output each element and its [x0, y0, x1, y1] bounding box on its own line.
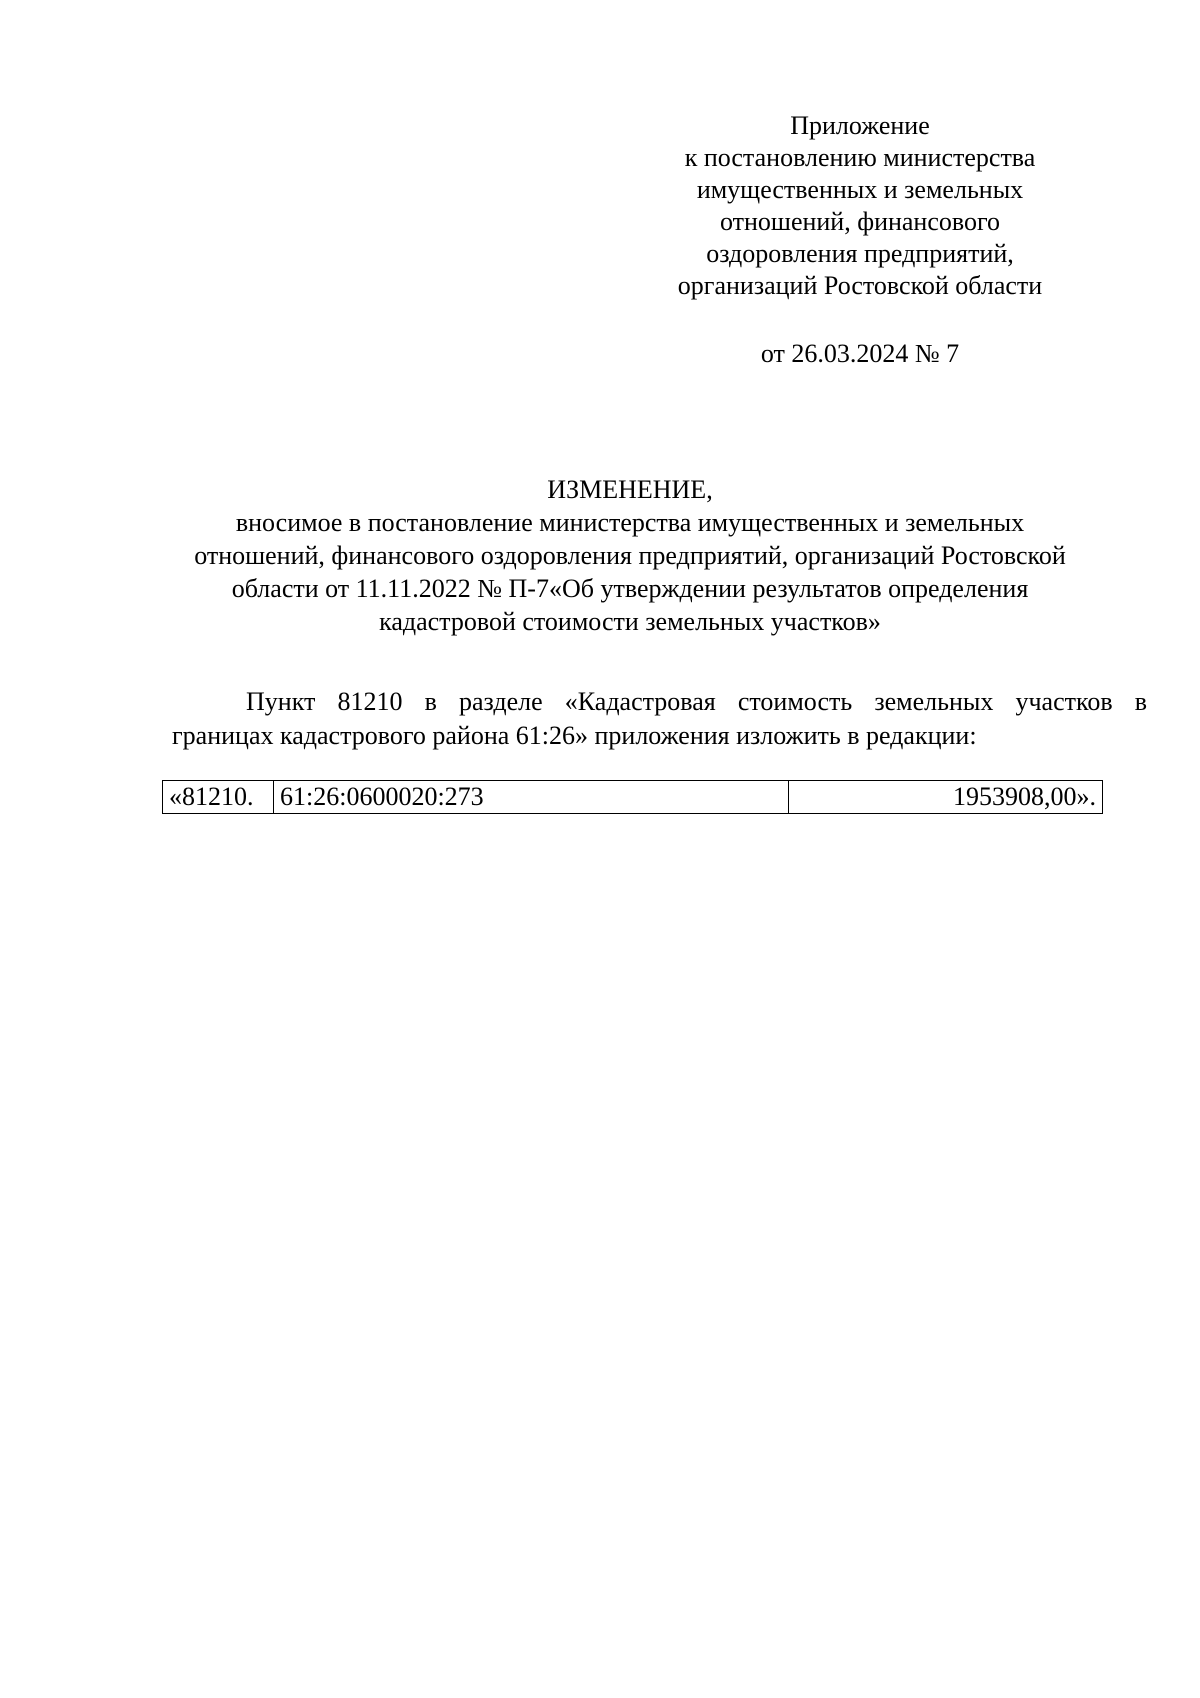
body-line: границах кадастрового района 61:26» приложения изложить в редакции:	[172, 721, 977, 750]
appendix-header	[640, 110, 1080, 302]
cadastral-value-cell: 1953908,00».	[789, 781, 1103, 814]
document-title	[150, 473, 1110, 638]
title-heading: ИЗМЕНЕНИЕ,	[547, 475, 713, 504]
entry-table	[162, 780, 1103, 814]
appendix-line: Приложение	[790, 111, 930, 140]
appendix-line: отношений, финансового	[719, 207, 1001, 236]
body-paragraph	[172, 685, 1147, 753]
title-line: вносимое в постановление министерства имущественных и земельных	[235, 508, 1025, 537]
title-line: кадастровой стоимости земельных участков»	[379, 607, 881, 636]
title-line: области от 11.11.2022 № П-7«Об утверждении результатов определения	[231, 574, 1029, 603]
appendix-line: к постановлению министерства	[684, 143, 1036, 172]
cadastral-number-cell: 61:26:0600020:273	[274, 781, 789, 814]
appendix-line: оздоровления предприятий,	[706, 239, 1014, 268]
appendix-line: имущественных и земельных	[696, 175, 1024, 204]
appendix-date: от 26.03.2024 № 7	[760, 339, 960, 368]
title-line: отношений, финансового оздоровления предприятий, организаций Ростовской	[194, 541, 1066, 570]
table-row	[163, 781, 1103, 814]
item-number-cell: «81210.	[163, 781, 274, 814]
appendix-line: организаций Ростовской области	[677, 271, 1043, 300]
body-line: Пункт 81210 в разделе «Кадастровая стоимость земельных участков в	[246, 687, 1147, 716]
